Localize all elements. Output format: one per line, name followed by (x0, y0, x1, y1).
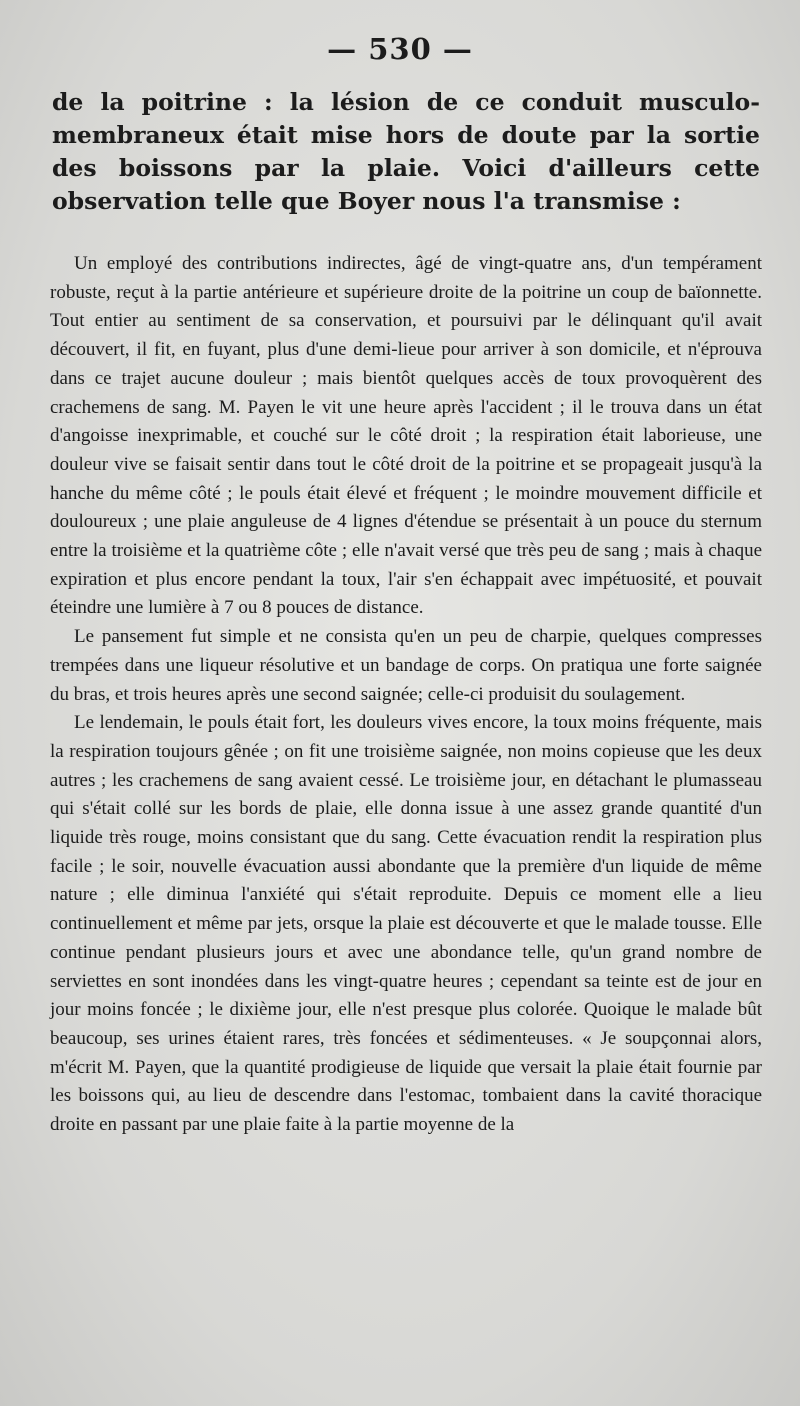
page-number: — 530 — (327, 32, 473, 66)
intro-paragraph: de la poitrine : la lésion de ce conduit musculo-membraneux était mise hors de doute par la sortie des boissons par la plaie. Voici d'ailleurs cette observation telle que Boyer nous l'a transmise : (52, 88, 760, 215)
observation-text-block (50, 250, 762, 1140)
intro-text-block (52, 86, 760, 218)
observation-paragraph-3: Le lendemain, le pouls était fort, les douleurs vives encore, la toux moins fréquente, mais la respiration toujours gênée ; on fit une troisième saignée, non moins copieuse que les deux autres ; les crachemens de sang avaient cessé. Le troisième jour, en détachant le plumasseau qui s'était collé sur les bords de plaie, elle donna issue à une assez grande quantité d'un liquide très rouge, moins consistant que du sang. Cette évacuation rendit la respiration plus facile ; le soir, nouvelle évacuation aussi abondante que la première d'un liquide de même nature ; elle diminua l'anxiété qui s'était reproduite. Depuis ce moment elle a lieu continuellement et même par jets, orsque la plaie est découverte et que le malade tousse. Elle continue pendant plusieurs jours et avec une abondance telle, qu'un grand nombre de serviettes en sont inondées dans les vingt-quatre heures ; cependant sa teinte est de jour en jour moins foncée ; le dixième jour, elle n'est presque plus colorée. Quoique le malade bût beaucoup, ses urines étaient rares, très foncées et sédimenteuses. « Je soupçonnai alors, m'écrit M. Payen, que la quantité prodigieuse de liquide que versait la plaie était fournie par les boissons qui, au lieu de descendre dans l'estomac, tombaient dans la cavité thoracique droite en passant par une plaie faite à la partie moyenne de la (50, 712, 762, 1136)
observation-paragraph-1: Un employé des contributions indirectes, âgé de vingt-quatre ans, d'un tempérament robuste, reçut à la partie antérieure et supérieure droite de la poitrine un coup de baïonnette. Tout entier au sentiment de sa conservation, et poursuivi par le délinquant qu'il avait découvert, il fit, en fuyant, plus d'une demi-lieue pour arriver à son domicile, et n'éprouva dans ce trajet aucune douleur ; mais bientôt quelques accès de toux provoquèrent des crachemens de sang. M. Payen le vit une heure après l'accident ; il le trouva dans un état d'angoisse inexprimable, et couché sur le côté droit ; la respiration était laborieuse, une douleur vive se faisait sentir dans tout le côté droit de la poitrine et se propageait jusqu'à la hanche du même côté ; le pouls était élevé et fréquent ; le moindre mouvement difficile et douloureux ; une plaie anguleuse de 4 lignes d'étendue se présentait à un pouce du sternum entre la troisième et la quatrième côte ; elle n'avait versé que très peu de sang ; mais à chaque expiration et plus encore pendant la toux, l'air s'en échappait avec impétuosité, et pouvait éteindre une lumière à 7 ou 8 pouces de distance. (50, 253, 762, 619)
observation-paragraph-2: Le pansement fut simple et ne consista qu'en un peu de charpie, quelques compresses trempées dans une liqueur résolutive et un bandage de corps. On pratiqua une forte saignée du bras, et trois heures après une second saignée; celle-ci produisit du soulagement. (50, 626, 762, 705)
